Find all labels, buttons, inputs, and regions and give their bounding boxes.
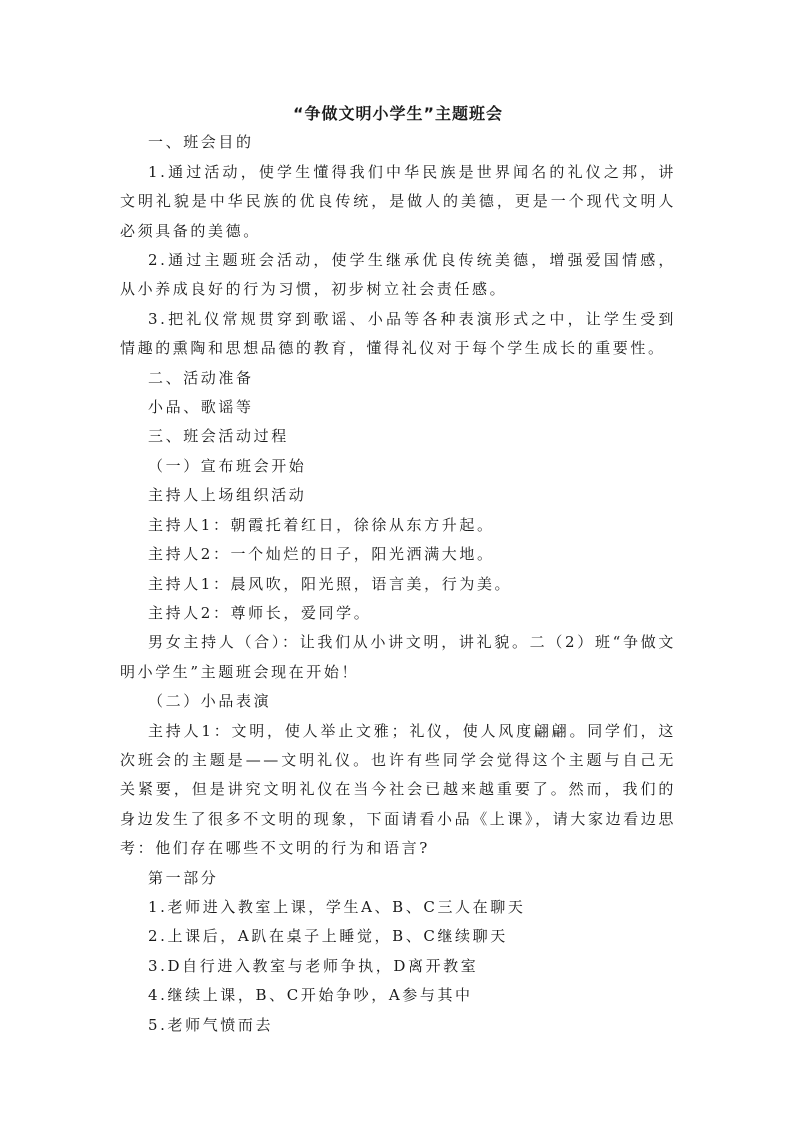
part-one-heading: 第一部分	[148, 868, 219, 887]
section-heading-process: 三、班会活动过程	[148, 427, 289, 446]
subsection-heading-skit: （二）小品表演	[148, 692, 272, 711]
host-line: 主持人2：尊师长，爱同学。	[148, 603, 372, 622]
preparation-text: 小品、歌谣等	[148, 398, 254, 417]
host-line: 主持人2：一个灿烂的日子，阳光洒满大地。	[148, 545, 495, 564]
purpose-item-2: 2.通过主题班会活动，使学生继承优良传统美德，增强爱国情感，从小养成良好的行为习惯，初步树立社会责任感。	[120, 251, 676, 299]
purpose-item-1: 1.通过活动，使学生懂得我们中华民族是世界闻名的礼仪之邦，讲文明礼貌是中华民族的优良传统，是做人的美德，更是一个现代文明人必须具备的美德。	[120, 162, 676, 240]
host-line-joint: 男女主持人（合）：让我们从小讲文明，讲礼貌。二（2）班“争做文明小学生”主题班会现在开始！	[120, 633, 676, 681]
document-title: “争做文明小学生”主题班会	[292, 104, 504, 123]
host-line: 主持人1：朝霞托着红日，徐徐从东方升起。	[148, 515, 495, 534]
section-heading-preparation: 二、活动准备	[148, 368, 254, 387]
document-page	[120, 99, 676, 1040]
list-item: 2.上课后，A趴在桌子上睡觉，B、C继续聊天	[148, 927, 508, 946]
list-item: 5.老师气愤而去	[148, 1015, 274, 1034]
skit-intro: 主持人1：文明，使人举止文雅；礼仪，使人风度翩翩。同学们，这次班会的主题是——文明礼仪。也许有些同学会觉得这个主题与自己无关紧要，但是讲究文明礼仪在当今社会已越来越重要了。然而，我们的身边发生了很多不文明的现象，下面请看小品《上课》，请大家边看边思考：他们存在哪些不文明的行为和语言?	[120, 721, 676, 858]
purpose-item-3: 3.把礼仪常规贯穿到歌谣、小品等各种表演形式之中，让学生受到情趣的熏陶和思想品德的教育，懂得礼仪对于每个学生成长的重要性。	[120, 309, 676, 358]
host-line: 主持人1：晨风吹，阳光照，语言美，行为美。	[148, 574, 513, 593]
list-item: 4.继续上课，B、C开始争吵，A参与其中	[148, 986, 473, 1005]
list-item: 1.老师进入教室上课，学生A、B、C三人在聊天	[148, 897, 526, 916]
list-item: 3.D自行进入教室与老师争执，D离开教室	[148, 956, 479, 975]
opening-intro: 主持人上场组织活动	[148, 486, 307, 505]
section-heading-purpose: 一、班会目的	[148, 133, 254, 152]
subsection-heading-opening: （一）宣布班会开始	[148, 456, 307, 475]
